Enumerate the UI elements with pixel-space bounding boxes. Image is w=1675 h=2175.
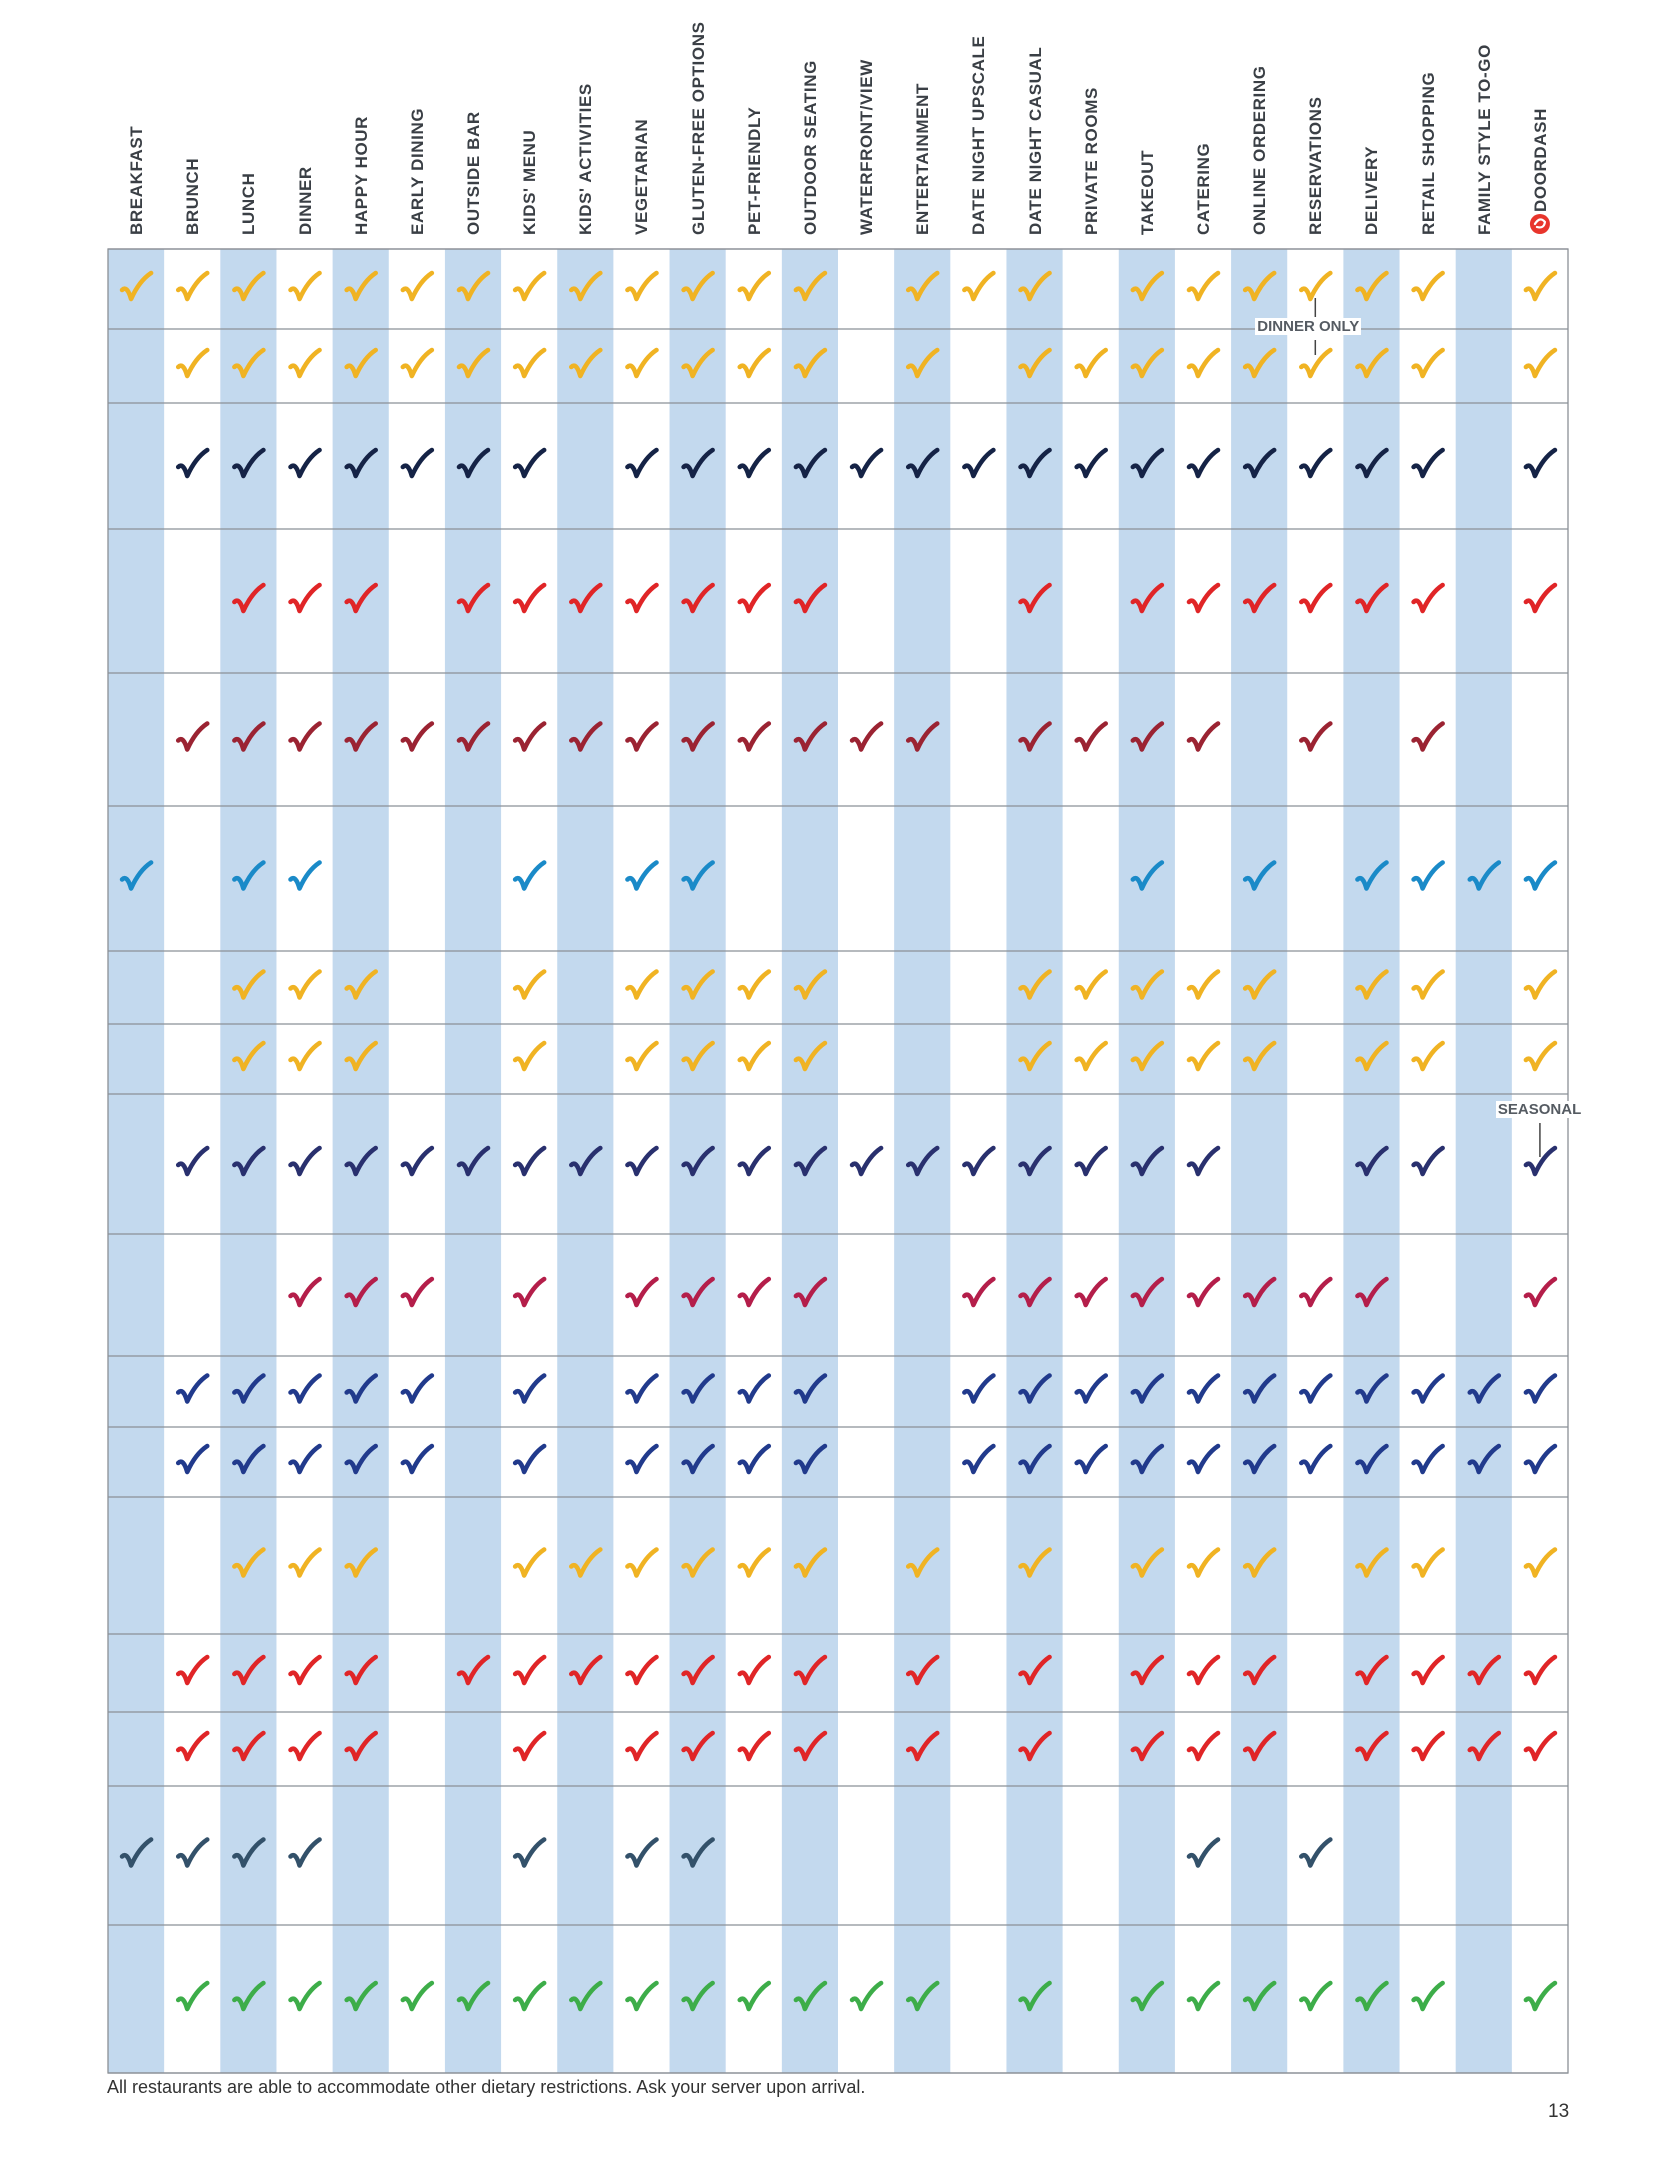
checkmark-icon [291,1550,320,1576]
checkmark-icon [291,1279,320,1305]
checkmark-icon [740,972,769,998]
checkmark-icon [1189,1983,1218,2009]
checkmark-icon [740,273,769,299]
checkmark-icon [1414,1043,1443,1069]
checkmark-icon [627,450,656,476]
checkmark-icon [740,1148,769,1174]
checkmark-icon [1414,1148,1443,1174]
checkmark-icon [627,724,656,750]
checkmark-icon [291,585,320,611]
checkmark-icon [964,450,993,476]
checkmark-icon [1526,1446,1555,1472]
checkmark-icon [1526,1550,1555,1576]
checkmark-icon [515,1148,544,1174]
checkmark-icon [515,1279,544,1305]
checkmark-icon [403,350,432,376]
checkmark-icon [1414,1446,1443,1472]
checkmark-icon [964,273,993,299]
checkmark-icon [515,1657,544,1683]
checkmark-icon [515,1733,544,1759]
checkmark-icon [1414,1550,1443,1576]
checkmark-icon [291,450,320,476]
checkmark-icon [1189,1279,1218,1305]
column-header: RETAIL SHOPPING [1418,71,1438,235]
column-header: DINNER [295,166,315,235]
checkmark-icon [627,1148,656,1174]
checkmark-icon [1189,1840,1218,1866]
checkmark-icon [291,1733,320,1759]
column-stripe [108,249,164,2073]
checkmark-icon [403,1983,432,2009]
checkmark-icon [403,724,432,750]
checkmark-icon [1077,724,1106,750]
doordash-logo-icon [1530,214,1550,234]
checkmark-icon [627,1376,656,1402]
checkmark-icon [852,450,881,476]
column-header: DATE NIGHT UPSCALE [969,35,989,235]
checkmark-icon [627,273,656,299]
footer-note: All restaurants are able to accommodate other dietary restrictions. Ask your server upon arrival. [107,2077,866,2097]
checkmark-icon [178,1376,207,1402]
checkmark-icon [1189,1550,1218,1576]
column-header: BREAKFAST [127,125,147,235]
checkmark-icon [403,450,432,476]
checkmark-icon [1526,1279,1555,1305]
checkmark-icon [515,1446,544,1472]
checkmark-icon [1526,863,1555,889]
checkmark-icon [178,1983,207,2009]
checkmark-icon [1526,1657,1555,1683]
checkmark-icon [1077,1043,1106,1069]
column-header: WATERFRONT/VIEW [857,59,877,235]
dinner-only-note: DINNER ONLY [1257,318,1360,335]
checkmark-icon [852,1148,881,1174]
checkmark-icon [291,1376,320,1402]
checkmark-icon [291,273,320,299]
seasonal-note: SEASONAL [1497,1101,1582,1118]
checkmark-icon [515,1840,544,1866]
checkmark-icon [740,1550,769,1576]
checkmark-icon [515,1376,544,1402]
checkmark-icon [1189,585,1218,611]
checkmark-icon [1414,863,1443,889]
column-header: ENTERTAINMENT [913,83,933,235]
checkmark-icon [1189,273,1218,299]
column-header: TAKEOUT [1137,149,1157,235]
checkmark-icon [1526,1733,1555,1759]
column-header: LUNCH [239,172,259,235]
checkmark-icon [1189,724,1218,750]
checkmark-icon [740,1446,769,1472]
checkmark-icon [1414,724,1443,750]
checkmark-icon [627,1550,656,1576]
checkmark-icon [1414,350,1443,376]
checkmark-icon [178,273,207,299]
checkmark-icon [291,1657,320,1683]
checkmark-icon [1526,585,1555,611]
checkmark-icon [291,1446,320,1472]
checkmark-icon [291,724,320,750]
column-header: OUTDOOR SEATING [800,60,820,235]
column-header: OUTSIDE BAR [464,111,483,235]
checkmark-icon [515,1983,544,2009]
checkmark-icon [515,863,544,889]
checkmark-icon [740,350,769,376]
checkmark-icon [740,450,769,476]
column-header: DOORDASH [1530,108,1550,212]
checkmark-icon [1526,450,1555,476]
checkmark-icon [1526,1376,1555,1402]
checkmark-icon [627,350,656,376]
column-header: ONLINE ORDERING [1250,65,1270,235]
checkmark-icon [1414,450,1443,476]
checkmark-icon [515,273,544,299]
checkmark-icon [852,1983,881,2009]
checkmark-icon [178,1733,207,1759]
checkmark-icon [515,1550,544,1576]
checkmark-icon [627,863,656,889]
checkmark-icon [1301,724,1330,750]
checkmark-icon [740,1279,769,1305]
column-header: VEGETARIAN [632,118,652,235]
checkmark-icon [291,1840,320,1866]
checkmark-icon [1301,1376,1330,1402]
checkmark-icon [403,1148,432,1174]
checkmark-icon [291,1043,320,1069]
checkmark-icon [1414,1733,1443,1759]
checkmark-icon [627,1446,656,1472]
checkmark-icon [403,273,432,299]
checkmark-icon [403,1376,432,1402]
checkmark-icon [178,1446,207,1472]
checkmark-icon [1301,1840,1330,1866]
checkmark-icon [740,1733,769,1759]
checkmark-icon [291,863,320,889]
column-stripe [1456,249,1512,2073]
checkmark-icon [627,1279,656,1305]
checkmark-icon [1526,972,1555,998]
checkmark-icon [1189,1733,1218,1759]
checkmark-icon [1526,1983,1555,2009]
checkmark-icon [515,585,544,611]
column-header: DELIVERY [1362,145,1382,235]
column-header: BRUNCH [183,157,203,235]
checkmark-icon [1077,1148,1106,1174]
checkmark-icon [964,1279,993,1305]
checkmark-icon [403,1446,432,1472]
column-header: KIDS' MENU [520,129,540,235]
checkmark-icon [1301,1446,1330,1472]
checkmark-icon [740,1043,769,1069]
checkmark-icon [627,1983,656,2009]
checkmark-icon [1301,450,1330,476]
column-header: CATERING [1194,142,1213,235]
checkmark-icon [1301,1983,1330,2009]
checkmark-icon [1414,972,1443,998]
checkmark-icon [1526,350,1555,376]
column-header: FAMILY STYLE TO-GO [1474,44,1494,235]
checkmark-icon [1526,273,1555,299]
checkmark-icon [403,1279,432,1305]
checkmark-icon [1077,1446,1106,1472]
checkmark-icon [515,350,544,376]
column-stripe [1231,249,1287,2073]
column-header: HAPPY HOUR [351,115,371,235]
checkmark-icon [1414,1376,1443,1402]
checkmark-icon [1077,350,1106,376]
checkmark-icon [515,450,544,476]
checkmark-icon [627,972,656,998]
checkmark-icon [178,1148,207,1174]
column-header: PRIVATE ROOMS [1081,87,1101,235]
checkmark-icon [627,1043,656,1069]
checkmark-icon [291,972,320,998]
checkmark-icon [740,1657,769,1683]
checkmark-icon [627,1733,656,1759]
checkmark-icon [1189,1446,1218,1472]
checkmark-icon [1414,273,1443,299]
checkmark-icon [1189,1657,1218,1683]
column-header: PET-FRIENDLY [744,106,764,235]
checkmark-icon [964,1148,993,1174]
checkmark-icon [1077,1279,1106,1305]
checkmark-icon [1301,1279,1330,1305]
column-header: DATE NIGHT CASUAL [1025,46,1045,235]
checkmark-icon [852,724,881,750]
checkmark-icon [291,350,320,376]
checkmark-icon [1414,1983,1443,2009]
checkmark-icon [1526,1043,1555,1069]
checkmark-icon [1414,585,1443,611]
checkmark-icon [627,1657,656,1683]
column-header: RESERVATIONS [1306,96,1326,235]
checkmark-icon [740,585,769,611]
checkmark-icon [178,1840,207,1866]
checkmark-icon [964,1376,993,1402]
checkmark-icon [740,724,769,750]
column-header: GLUTEN-FREE OPTIONS [688,21,708,235]
checkmark-icon [515,1043,544,1069]
checkmark-icon [291,1148,320,1174]
column-header: KIDS' ACTIVITIES [576,83,596,235]
page-number: 13 [1548,2101,1570,2122]
checkmark-icon [515,972,544,998]
checkmark-icon [1301,273,1330,299]
checkmark-icon [740,1983,769,2009]
checkmark-icon [1077,1376,1106,1402]
checkmark-icon [515,724,544,750]
checkmark-icon [1189,1376,1218,1402]
checkmark-icon [1189,1043,1218,1069]
checkmark-icon [178,1657,207,1683]
checkmark-icon [627,1840,656,1866]
checkmark-icon [627,585,656,611]
checkmark-icon [1077,972,1106,998]
checkmark-icon [1189,450,1218,476]
checkmark-icon [178,350,207,376]
checkmark-icon [178,450,207,476]
checkmark-icon [291,1983,320,2009]
column-header: EARLY DINING [407,107,427,235]
checkmark-icon [1414,1657,1443,1683]
checkmark-icon [1301,585,1330,611]
checkmark-icon [1189,1148,1218,1174]
checkmark-icon [178,724,207,750]
checkmark-icon [1077,450,1106,476]
checkmark-icon [740,1376,769,1402]
checkmark-icon [964,1446,993,1472]
checkmark-icon [1189,350,1218,376]
checkmark-icon [1189,972,1218,998]
